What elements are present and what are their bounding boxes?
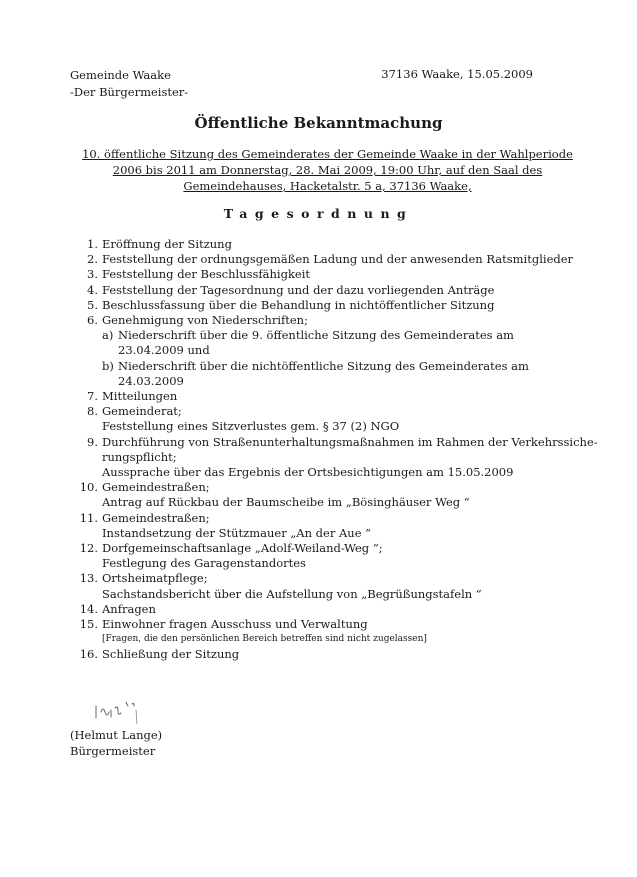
agenda-item xyxy=(70,435,600,481)
meeting-line: 10. öffentliche Sitzung des Gemeinderates der Gemeinde Waake in der Wahlperiode xyxy=(82,147,573,161)
meeting-details xyxy=(60,146,595,194)
agenda-item-line: Gemeindestraßen; xyxy=(102,480,210,495)
agenda-item-body xyxy=(102,267,600,282)
signature-icon xyxy=(88,688,158,728)
page-title: Öffentliche Bekanntmachung xyxy=(194,114,443,132)
agenda-item-line: Gemeindestraßen; xyxy=(102,510,210,525)
agenda-item xyxy=(70,237,600,252)
office-name: -Der Bürgermeister- xyxy=(70,85,189,99)
agenda-item-line: Feststellung der ordnungsgemäßen Ladung und der anwesenden Ratsmitglieder xyxy=(102,252,574,267)
agenda-item xyxy=(70,571,600,601)
agenda-item xyxy=(70,313,600,389)
agenda-item-number: 15. xyxy=(79,617,98,632)
agenda-item-number: 9. xyxy=(87,434,98,449)
agenda-item-line: Eröffnung der Sitzung xyxy=(102,237,232,251)
agenda-item-line: Feststellung der Beschlussfähigkeit xyxy=(102,267,311,282)
agenda-subitem-line: 23.04.2009 und xyxy=(118,343,210,358)
agenda-item-number: 10. xyxy=(79,480,98,495)
agenda-item-number: 14. xyxy=(79,601,98,616)
agenda-item xyxy=(70,511,600,541)
sender-block xyxy=(70,67,188,101)
agenda-item-line: Sachstandsbericht über die Aufstellung von „Begrüßungstafeln “ xyxy=(102,586,482,601)
agenda-subitem-body xyxy=(118,359,529,389)
agenda-item-body xyxy=(102,435,600,481)
agenda-item-number: 1. xyxy=(87,237,98,251)
agenda-item xyxy=(70,267,600,282)
agenda-item xyxy=(70,252,600,267)
agenda-item-line: Antrag auf Rückbau der Baumscheibe im „Bösinghäuser Weg “ xyxy=(102,495,470,510)
agenda-item-number: 7. xyxy=(87,389,98,404)
agenda-item-line: Anfragen xyxy=(102,601,156,616)
agenda-item-line: rungspflicht; xyxy=(102,449,177,464)
agenda-item-line: Instandsetzung der Stützmauer „An der Aue “ xyxy=(102,525,372,540)
agenda-item-body xyxy=(102,389,600,404)
agenda-item-note: [Fragen, die den persönlichen Bereich betreffen sind nicht zugelassen] xyxy=(102,634,427,645)
agenda-item xyxy=(70,389,600,404)
agenda-item-line: Genehmigung von Niederschriften; xyxy=(102,313,308,328)
agenda-item-body xyxy=(102,298,600,313)
agenda-item-line: Mitteilungen xyxy=(102,389,178,404)
agenda-subitem-label: b) xyxy=(102,358,114,373)
agenda-subitem xyxy=(102,359,600,389)
agenda-subitem-line: 24.03.2009 xyxy=(118,373,184,388)
agenda-item-body xyxy=(102,252,600,267)
agenda-item xyxy=(70,541,600,571)
agenda-item xyxy=(70,602,600,617)
agenda-item-body xyxy=(102,541,600,571)
agenda-item-body xyxy=(102,404,600,434)
agenda-item-number: 12. xyxy=(79,541,98,556)
agenda-item-line: Beschlussfassung über die Behandlung in nichtöffentlicher Sitzung xyxy=(102,297,495,312)
agenda-item xyxy=(70,617,600,647)
agenda-item-number: 5. xyxy=(87,297,98,312)
meeting-line: Gemeindehauses, Hacketalstr. 5 a, 37136 Waake, xyxy=(183,179,472,193)
signatory-name: (Helmut Lange) xyxy=(70,728,163,742)
agenda-item-number: 13. xyxy=(79,571,98,586)
agenda-item-number: 4. xyxy=(87,282,98,297)
agenda-item-line: Einwohner fragen Ausschuss und Verwaltung xyxy=(102,617,368,632)
agenda-item-line: Festlegung des Garagenstandortes xyxy=(102,556,306,571)
municipality-name: Gemeinde Waake xyxy=(70,68,171,82)
signatory-role: Bürgermeister xyxy=(70,744,156,758)
agenda-item-line: Gemeinderat; xyxy=(102,404,182,419)
agenda-item-body xyxy=(102,237,600,252)
agenda-subitem-label: a) xyxy=(102,328,114,343)
agenda-item-number: 3. xyxy=(87,267,98,282)
agenda-heading: Tagesordnung xyxy=(223,206,414,221)
agenda-item-line: Feststellung eines Sitzverlustes gem. § 37 (2) NGO xyxy=(102,419,400,434)
agenda-item-line: Feststellung der Tagesordnung und der dazu vorliegenden Anträge xyxy=(102,282,495,297)
agenda-item-body xyxy=(102,480,600,510)
agenda-item-number: 16. xyxy=(79,647,98,662)
agenda-item-line: Aussprache über das Ergebnis der Ortsbesichtigungen am 15.05.2009 xyxy=(102,465,514,480)
agenda-item-body xyxy=(102,617,600,647)
agenda-item xyxy=(70,647,600,662)
place-date: 37136 Waake, 15.05.2009 xyxy=(381,67,533,81)
agenda-subitem-line: Niederschrift über die 9. öffentliche Sitzung des Gemeinderates am xyxy=(118,328,514,343)
signatory-block xyxy=(70,727,162,759)
agenda-item-body xyxy=(102,283,600,298)
agenda-item-number: 11. xyxy=(79,510,98,525)
agenda-item-line: Dorfgemeinschaftsanlage „Adolf-Weiland-Weg “; xyxy=(102,541,383,556)
agenda-item-line: Durchführung von Straßenunterhaltungsmaßnahmen im Rahmen der Verkehrssiche- xyxy=(102,434,598,449)
agenda-item xyxy=(70,480,600,510)
agenda-item-body xyxy=(102,511,600,541)
agenda-item-number: 2. xyxy=(87,252,98,267)
agenda-subitem xyxy=(102,328,600,358)
agenda-item-number: 8. xyxy=(87,404,98,419)
agenda-item xyxy=(70,283,600,298)
agenda-subitem-line: Niederschrift über die nichtöffentliche Sitzung des Gemeinderates am xyxy=(118,358,529,373)
agenda-subitem-body xyxy=(118,328,514,358)
agenda-item-body xyxy=(102,571,600,601)
meeting-line: 2006 bis 2011 am Donnerstag, 28. Mai 2009, 19:00 Uhr, auf den Saal des xyxy=(112,163,543,177)
agenda-item xyxy=(70,404,600,434)
agenda-item-line: Schließung der Sitzung xyxy=(102,647,240,662)
agenda-item-body xyxy=(102,313,600,389)
agenda-list xyxy=(70,237,600,663)
agenda-item-line: Ortsheimatpflege; xyxy=(102,571,208,586)
agenda-item-number: 6. xyxy=(87,313,98,328)
agenda-item-body xyxy=(102,647,600,662)
agenda-item xyxy=(70,298,600,313)
agenda-item-body xyxy=(102,602,600,617)
